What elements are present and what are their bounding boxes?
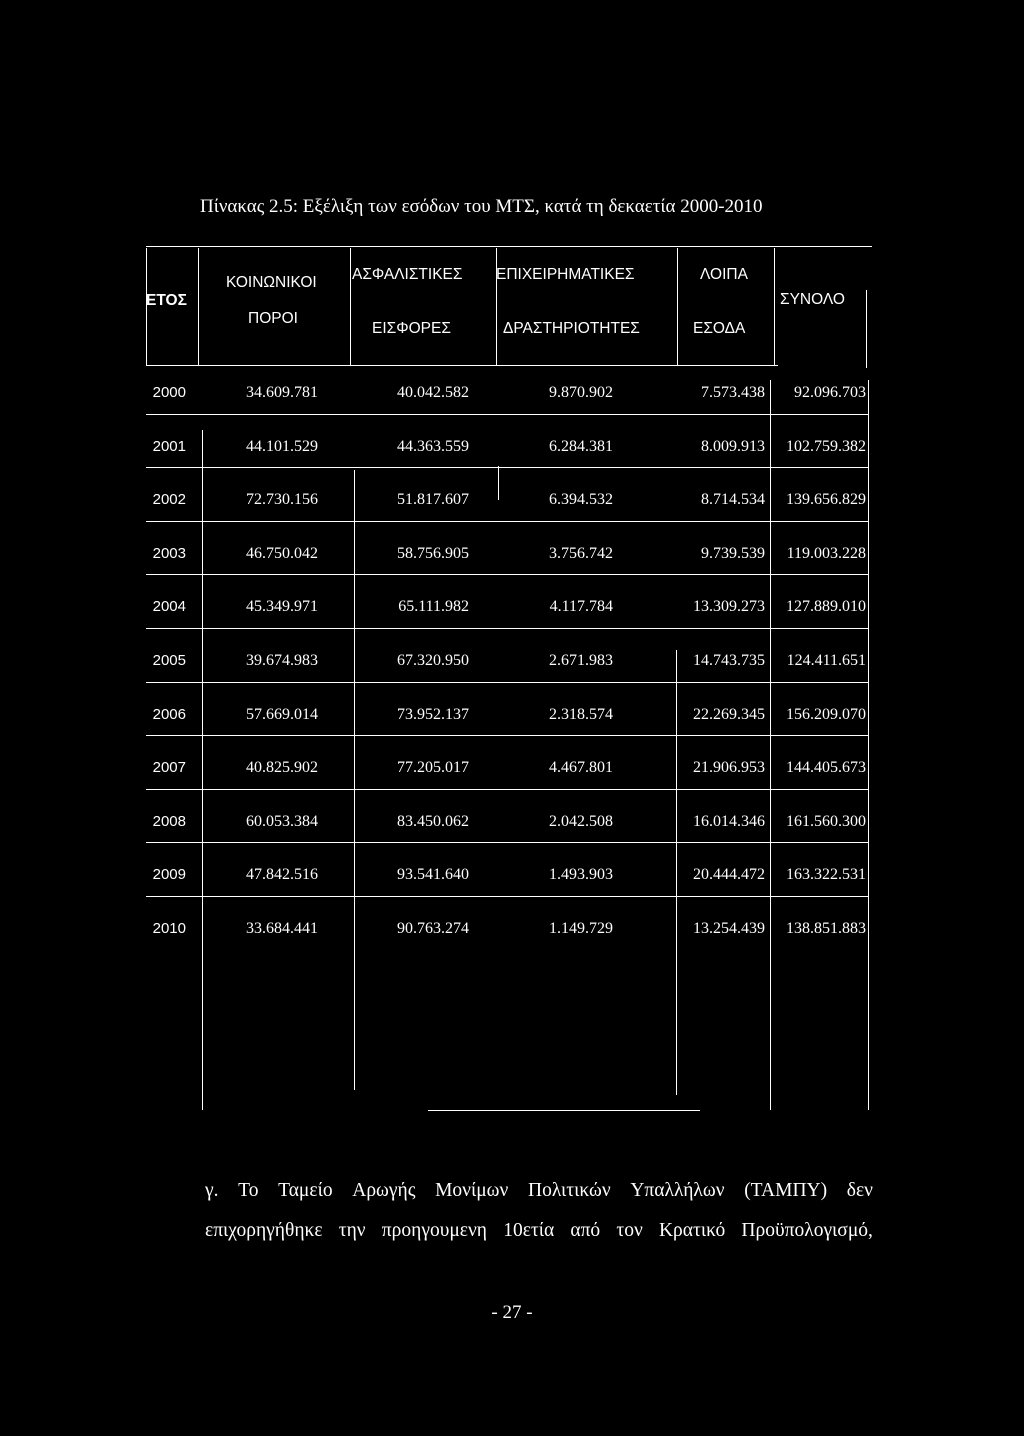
column-divider <box>868 380 869 1110</box>
row-separator <box>146 789 868 790</box>
cell-insurance: 83.450.062 <box>397 813 469 830</box>
header-divider-5 <box>774 248 775 365</box>
cell-social: 40.825.902 <box>246 759 318 776</box>
cell-total: 161.560.300 <box>786 813 866 830</box>
word: Μονίμων <box>435 1180 509 1201</box>
word: (ΤΑΜΠΥ) <box>744 1180 828 1201</box>
header-divider-2 <box>350 248 351 365</box>
cell-insurance: 93.541.640 <box>397 866 469 883</box>
cell-total: 163.322.531 <box>786 866 866 883</box>
cell-year: 2007 <box>152 759 186 776</box>
row-separator <box>146 574 868 575</box>
cell-business: 4.467.801 <box>549 759 613 776</box>
word: Ταμείο <box>278 1180 333 1201</box>
word: Υπαλλήλων <box>630 1180 725 1201</box>
paragraph-line-2 <box>205 1220 873 1242</box>
cell-social: 45.349.971 <box>246 598 318 615</box>
cell-year: 2010 <box>152 920 186 937</box>
cell-total: 119.003.228 <box>786 545 866 562</box>
cell-other: 8.714.534 <box>701 491 765 508</box>
cell-year: 2002 <box>152 491 186 508</box>
header-divider-1 <box>198 248 199 365</box>
cell-year: 2004 <box>152 598 186 615</box>
row-separator <box>146 467 868 468</box>
word: τον <box>616 1220 643 1241</box>
header-insurance-line1: ΑΣΦΑΛΙΣΤΙΚΕΣ <box>352 266 463 283</box>
word: προηγουμενη <box>381 1220 487 1241</box>
header-divider-4 <box>677 248 678 365</box>
row-separator <box>146 735 868 736</box>
cell-insurance: 40.042.582 <box>397 384 469 401</box>
header-border-right <box>866 290 867 368</box>
cell-other: 13.309.273 <box>693 598 765 615</box>
header-total: ΣΥΝΟΛΟ <box>780 291 845 308</box>
row-separator <box>146 842 868 843</box>
header-business-line1: ΕΠΙΧΕΙΡΗΜΑΤΙΚΕΣ <box>496 266 635 283</box>
column-divider <box>498 466 499 500</box>
cell-year: 2001 <box>152 438 186 455</box>
word: Το <box>238 1180 259 1201</box>
cell-year: 2009 <box>152 866 186 883</box>
cell-insurance: 67.320.950 <box>397 652 469 669</box>
cell-other: 22.269.345 <box>693 706 765 723</box>
cell-insurance: 65.111.982 <box>398 598 469 615</box>
word: Προϋπολογισμό, <box>741 1220 873 1241</box>
word: Πολιτικών <box>528 1180 611 1201</box>
word: από <box>570 1220 601 1241</box>
column-divider <box>354 470 355 1090</box>
cell-insurance: 51.817.607 <box>397 491 469 508</box>
cell-business: 6.394.532 <box>549 491 613 508</box>
cell-social: 34.609.781 <box>246 384 318 401</box>
cell-total: 124.411.651 <box>786 652 866 669</box>
cell-social: 60.053.384 <box>246 813 318 830</box>
cell-business: 2.671.983 <box>549 652 613 669</box>
header-social-line1: ΚΟΙΝΩΝΙΚΟΙ <box>226 274 317 291</box>
cell-insurance: 58.756.905 <box>397 545 469 562</box>
cell-insurance: 77.205.017 <box>397 759 469 776</box>
cell-other: 14.743.735 <box>693 652 765 669</box>
cell-total: 92.096.703 <box>794 384 866 401</box>
cell-year: 2003 <box>152 545 186 562</box>
paragraph-line-1 <box>205 1180 873 1202</box>
header-social-line2: ΠΟΡΟΙ <box>248 310 298 327</box>
cell-year: 2000 <box>152 384 186 401</box>
column-divider <box>770 380 771 1110</box>
page-number: - 27 - <box>491 1302 533 1323</box>
header-insurance-line2: ΕΙΣΦΟΡΕΣ <box>372 320 451 337</box>
cell-year: 2006 <box>152 706 186 723</box>
cell-other: 13.254.439 <box>693 920 765 937</box>
cell-year: 2008 <box>152 813 186 830</box>
header-other-line2: ΕΣΟΔΑ <box>693 320 746 337</box>
cell-social: 39.674.983 <box>246 652 318 669</box>
cell-total: 144.405.673 <box>786 759 866 776</box>
cell-business: 6.284.381 <box>549 438 613 455</box>
cell-total: 138.851.883 <box>786 920 866 937</box>
row-separator <box>146 896 868 897</box>
row-separator <box>146 628 868 629</box>
cell-total: 127.889.010 <box>786 598 866 615</box>
word: Αρωγής <box>352 1180 416 1201</box>
cell-social: 47.842.516 <box>246 866 318 883</box>
cell-year: 2005 <box>152 652 186 669</box>
cell-business: 1.149.729 <box>549 920 613 937</box>
cell-business: 2.042.508 <box>549 813 613 830</box>
cell-other: 21.906.953 <box>693 759 765 776</box>
cell-total: 156.209.070 <box>786 706 866 723</box>
table-end-rule <box>428 1110 700 1111</box>
cell-insurance: 73.952.137 <box>397 706 469 723</box>
word: 10ετία <box>503 1220 555 1241</box>
cell-social: 44.101.529 <box>246 438 318 455</box>
header-top-border <box>146 246 872 247</box>
header-business-line2: ΔΡΑΣΤΗΡΙΟΤΗΤΕΣ <box>503 320 640 337</box>
cell-other: 9.739.539 <box>701 545 765 562</box>
cell-business: 3.756.742 <box>549 545 613 562</box>
cell-social: 33.684.441 <box>246 920 318 937</box>
cell-business: 4.117.784 <box>549 598 613 615</box>
cell-social: 46.750.042 <box>246 545 318 562</box>
column-divider <box>202 430 203 1110</box>
column-divider <box>676 650 677 1095</box>
header-year: ΕΤΟΣ <box>146 292 187 309</box>
row-separator <box>146 521 868 522</box>
row-separator <box>146 414 868 415</box>
cell-business: 9.870.902 <box>549 384 613 401</box>
cell-social: 57.669.014 <box>246 706 318 723</box>
row-separator <box>146 682 868 683</box>
word: επιχορηγήθηκε <box>205 1220 323 1241</box>
cell-other: 16.014.346 <box>693 813 765 830</box>
cell-other: 7.573.438 <box>701 384 765 401</box>
cell-social: 72.730.156 <box>246 491 318 508</box>
word: Κρατικό <box>658 1220 726 1241</box>
table-caption: Πίνακας 2.5: Εξέλιξη των εσόδων του ΜΤΣ, κατά τη δεκαετία 2000-2010 <box>200 196 763 217</box>
word: δεν <box>846 1180 873 1201</box>
cell-other: 8.009.913 <box>701 438 765 455</box>
cell-total: 139.656.829 <box>786 491 866 508</box>
word: γ. <box>205 1180 219 1201</box>
cell-total: 102.759.382 <box>786 438 866 455</box>
word: την <box>338 1220 366 1241</box>
cell-other: 20.444.472 <box>693 866 765 883</box>
cell-insurance: 90.763.274 <box>397 920 469 937</box>
cell-insurance: 44.363.559 <box>397 438 469 455</box>
header-bottom-border <box>146 365 778 366</box>
header-other-line1: ΛΟΙΠΑ <box>700 266 748 283</box>
cell-business: 1.493.903 <box>549 866 613 883</box>
cell-business: 2.318.574 <box>549 706 613 723</box>
